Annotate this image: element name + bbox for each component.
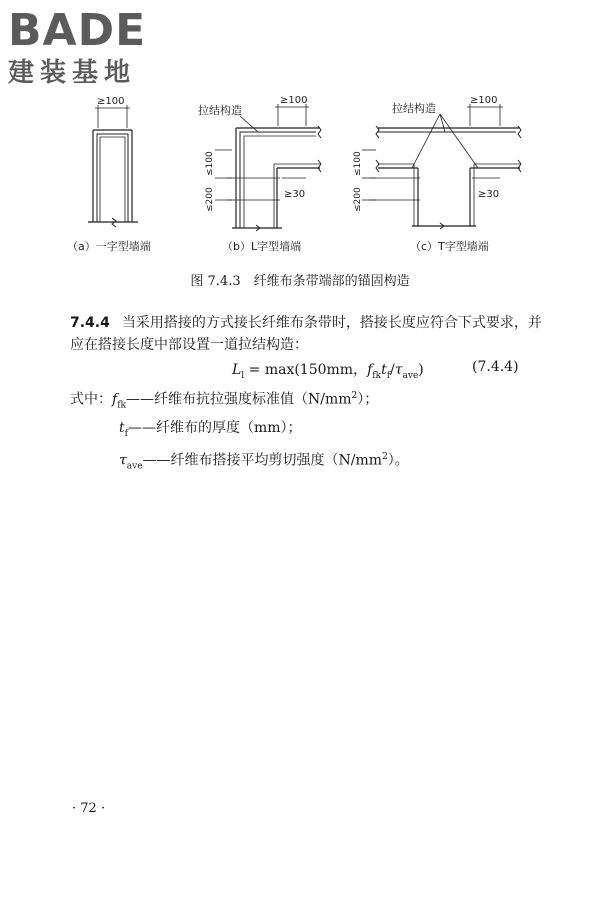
section-paragraph bbox=[70, 312, 550, 356]
dim-b-le100: ≤100 bbox=[205, 151, 215, 176]
eq-f: f bbox=[367, 362, 373, 378]
eq-close: ) bbox=[418, 362, 424, 378]
section-number: 7.4.4 bbox=[70, 315, 110, 331]
def3-sup: 2 bbox=[382, 452, 388, 463]
definitions bbox=[70, 385, 409, 479]
def1-sup: 2 bbox=[351, 391, 358, 401]
def3-text: ——纤维布搭接平均剪切强度（N/mm bbox=[142, 452, 383, 469]
definition-fk bbox=[70, 385, 409, 417]
dim-c-30: ≥30 bbox=[478, 189, 500, 200]
equation bbox=[232, 359, 424, 381]
dim-b-30: ≥30 bbox=[284, 189, 306, 200]
eq-tau: τ bbox=[394, 362, 403, 378]
def3-end: ）。 bbox=[387, 452, 409, 469]
subcaption-c: （c）T字型墙端 bbox=[410, 240, 489, 253]
diagram-b-l-wall-end bbox=[215, 104, 321, 231]
logo-subtitle-text: 建装基地 bbox=[8, 58, 137, 88]
diagram-c-t-wall-end bbox=[362, 104, 521, 229]
page-number: · 72 · bbox=[72, 801, 106, 816]
dim-c-top: ≥100 bbox=[470, 95, 498, 106]
diagram-a-straight-wall-end bbox=[88, 105, 138, 227]
logo-brand-text: BADE bbox=[8, 5, 147, 56]
eq-f-sub: fk bbox=[372, 370, 382, 381]
dim-b-top: ≥100 bbox=[280, 95, 308, 106]
eq-t: t bbox=[381, 362, 387, 378]
def-prefix: 式中： bbox=[70, 391, 112, 408]
eq-t-sub: f bbox=[386, 370, 391, 381]
eq-lhs: L bbox=[232, 362, 242, 378]
anchorage-figure bbox=[0, 0, 600, 265]
section-text: 当采用搭接的方式接长纤维布条带时，搭接长度应符合下式要求，并应在搭接长度中部设置一道拉结构造： bbox=[70, 315, 542, 353]
def2-symbol: t bbox=[119, 420, 125, 437]
dim-b-le200: ≤200 bbox=[205, 187, 215, 212]
eq-slash: / bbox=[390, 362, 395, 378]
dim-c-le200: ≤200 bbox=[353, 187, 363, 212]
subcaption-b: （b）L字型墙端 bbox=[222, 240, 302, 253]
dim-c-le100: ≤100 bbox=[353, 151, 363, 176]
eq-mid: = max(150mm， bbox=[244, 362, 368, 378]
def3-symbol: τ bbox=[119, 452, 127, 469]
def3-sub: ave bbox=[126, 461, 143, 472]
definition-tf bbox=[70, 417, 409, 446]
figure-caption: 图 7.4.3 纤维布条带端部的锚固构造 bbox=[190, 274, 410, 289]
def1-text: ——纤维布抗拉强度标准值（N/mm bbox=[125, 391, 352, 408]
eq-tau-sub: ave bbox=[402, 370, 419, 381]
def1-symbol: f bbox=[112, 391, 118, 408]
tie-label-b: 拉结构造 bbox=[198, 104, 242, 117]
subcaption-a: （a）一字型墙端 bbox=[67, 240, 151, 253]
def1-end: ）； bbox=[357, 391, 379, 408]
def2-text: ——纤维布的厚度（mm）； bbox=[127, 420, 302, 437]
def2-sub: f bbox=[124, 429, 128, 440]
equation-number: (7.4.4) bbox=[472, 359, 519, 375]
eq-lhs-sub: l bbox=[241, 370, 245, 381]
def1-sub: fk bbox=[117, 400, 126, 411]
dim-a-top: ≥100 bbox=[97, 96, 125, 107]
definition-tau bbox=[70, 446, 409, 478]
tie-label-c: 拉结构造 bbox=[392, 102, 436, 115]
